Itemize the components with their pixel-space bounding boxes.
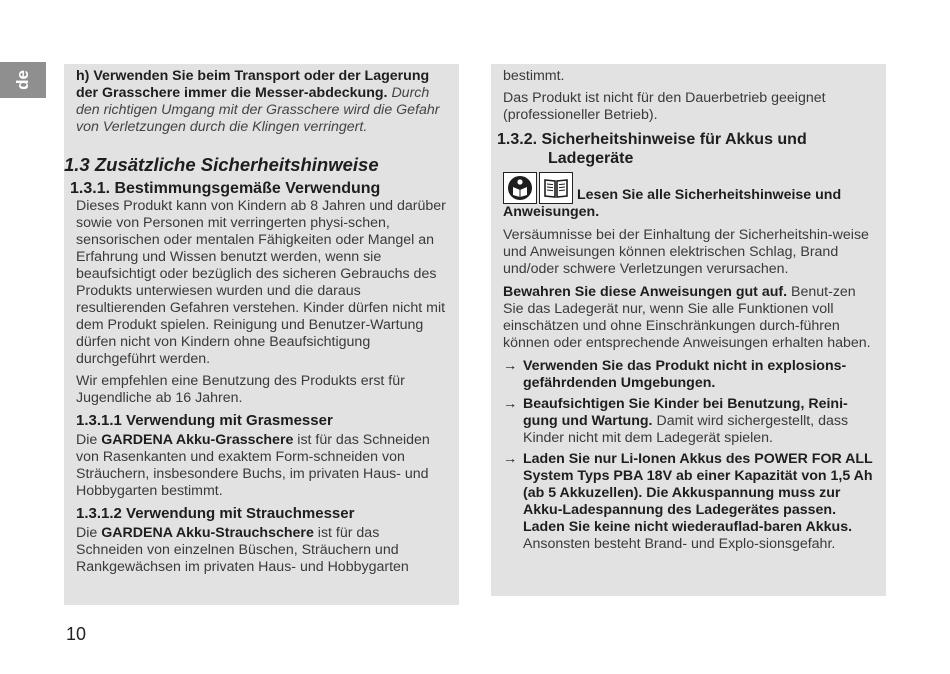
bullet-2-bold: Beaufsichtigen Sie Kinder bei Benutzung, Reini-gung und Wartung. [523,396,848,429]
subsection-1311-text [76,432,449,500]
bullet-2 [503,396,880,447]
rule-h [76,68,449,136]
keep-instructions [503,284,880,352]
rule-h-italic: Durch den richtigen Umgang mit der Grasschere wird die Gefahr von Verletzungen durch die Klingen verringert. [76,85,440,135]
arrow-right-icon: → [503,451,518,467]
subsection-1311-post: ist für das Schneiden von Rasenkanten und exaktem Form-schneiden von Sträuchern, insbesondere Buchs, im privaten Haus- und Hobbygarten bestimmt. [76,432,430,499]
subsection-132-title-a: 1.3.2. Sicherheitshinweise für Akkus und [497,131,807,148]
subsection-1311-pre: Die [76,432,102,448]
arrow-right-icon: → [503,396,518,412]
book-icon [539,172,573,204]
section-title: 1.3 Zusätzliche Sicherheitshinweise [64,154,379,175]
keep-instructions-bold: Bewahren Sie diese Anweisungen gut auf. [503,284,788,300]
product-name-grasschere: GARDENA Akku-Grasschere [101,432,294,448]
arrow-right-icon: → [503,358,518,374]
bullet-3-rest: Ansonsten besteht Brand- und Explo-sionsgefahr. [523,536,836,552]
subsection-1312-post: ist für das Schneiden von einzelnen Büschen, Sträuchern und Rankgewächsen im privaten Haus- und Hobbygarten [76,525,409,575]
continuation-1: bestimmt. [503,68,565,84]
read-all-text: Lesen Sie alle Sicherheitshinweise und Anweisungen. [503,187,842,220]
language-tab [0,62,46,98]
keep-instructions-rest: Benut-zen Sie das Ladegerät nur, wenn Sie alle Funktionen voll einschätzen und ohne Einschränkungen durch-führen können oder entsprechende Anweisungen erhalten haben. [503,284,871,351]
bullet-3-bold: Laden Sie nur Li-Ionen Akkus des POWER FOR ALL System Typs PBA 18V ab einer Kapazität von 1,5 Ah (ab 5 Akkuzellen). Die Akkuspannung muss zur Akku-Ladespannung des Ladegerätes passen. Laden Sie keine nicht wiederauflad-baren Akkus. [523,451,873,535]
subsection-131-p2: Wir empfehlen eine Benutzung des Produkts erst für Jugendliche ab 16 Jahren. [76,373,405,406]
read-manual-icon [503,172,537,204]
left-column [64,64,459,605]
bullet-1-text: Verwenden Sie das Produkt nicht in explosions-gefährdenden Umgebungen. [523,358,847,391]
bullet-3 [503,451,880,553]
subsection-131-title: 1.3.1. Bestimmungsgemäße Verwendung [70,180,381,197]
subsection-1312-title: 1.3.1.2 Verwendung mit Strauchmesser [76,505,355,522]
bullet-1 [503,358,880,392]
rule-h-bold: h) Verwenden Sie beim Transport oder der Lagerung der Grasschere immer die Messer-abdeckung. [76,68,430,101]
read-all-notice [503,172,880,221]
warning-paragraph: Versäumnisse bei der Einhaltung der Sicherheitshin-weise und Anweisungen können elektrischen Schlag, Brand und/oder schwere Verletzungen verursachen. [503,227,869,277]
right-column [491,64,886,596]
subsection-132-title-b: Ladegeräte [548,150,634,167]
page-number: 10 [66,624,87,644]
subsection-1311-title: 1.3.1.1 Verwendung mit Grasmesser [76,412,333,429]
subsection-1312-text [76,525,449,576]
subsection-1312-pre: Die [76,525,102,541]
continuation-2: Das Produkt ist nicht für den Dauerbetrieb geeignet (professioneller Betrieb). [503,90,826,123]
product-name-strauchschere: GARDENA Akku-Strauchschere [101,525,314,541]
language-label: de [13,70,32,90]
safety-icons [503,172,573,204]
bullet-2-rest: Damit wird sichergestellt, dass Kinder nicht mit dem Ladegerät spielen. [523,413,849,446]
subsection-131-p1: Dieses Produkt kann von Kindern ab 8 Jahren und darüber sowie von Personen mit verringerten physi-schen, sensorischen oder mentalen Fähigkeiten oder Mangel an Erfahrung und Wissen benutzt werden, wenn sie beaufsichtigt oder bezüglich des sicheren Gebrauchs des Produkts unterwiesen wurden und die daraus resultierenden Gefahren verstehen. Kinder dürfen nicht mit dem Produkt spielen. Reinigung und Benutzer-Wartung dürfen nicht von Kindern ohne Beaufsichtigung durchgeführt werden. [76,198,446,367]
